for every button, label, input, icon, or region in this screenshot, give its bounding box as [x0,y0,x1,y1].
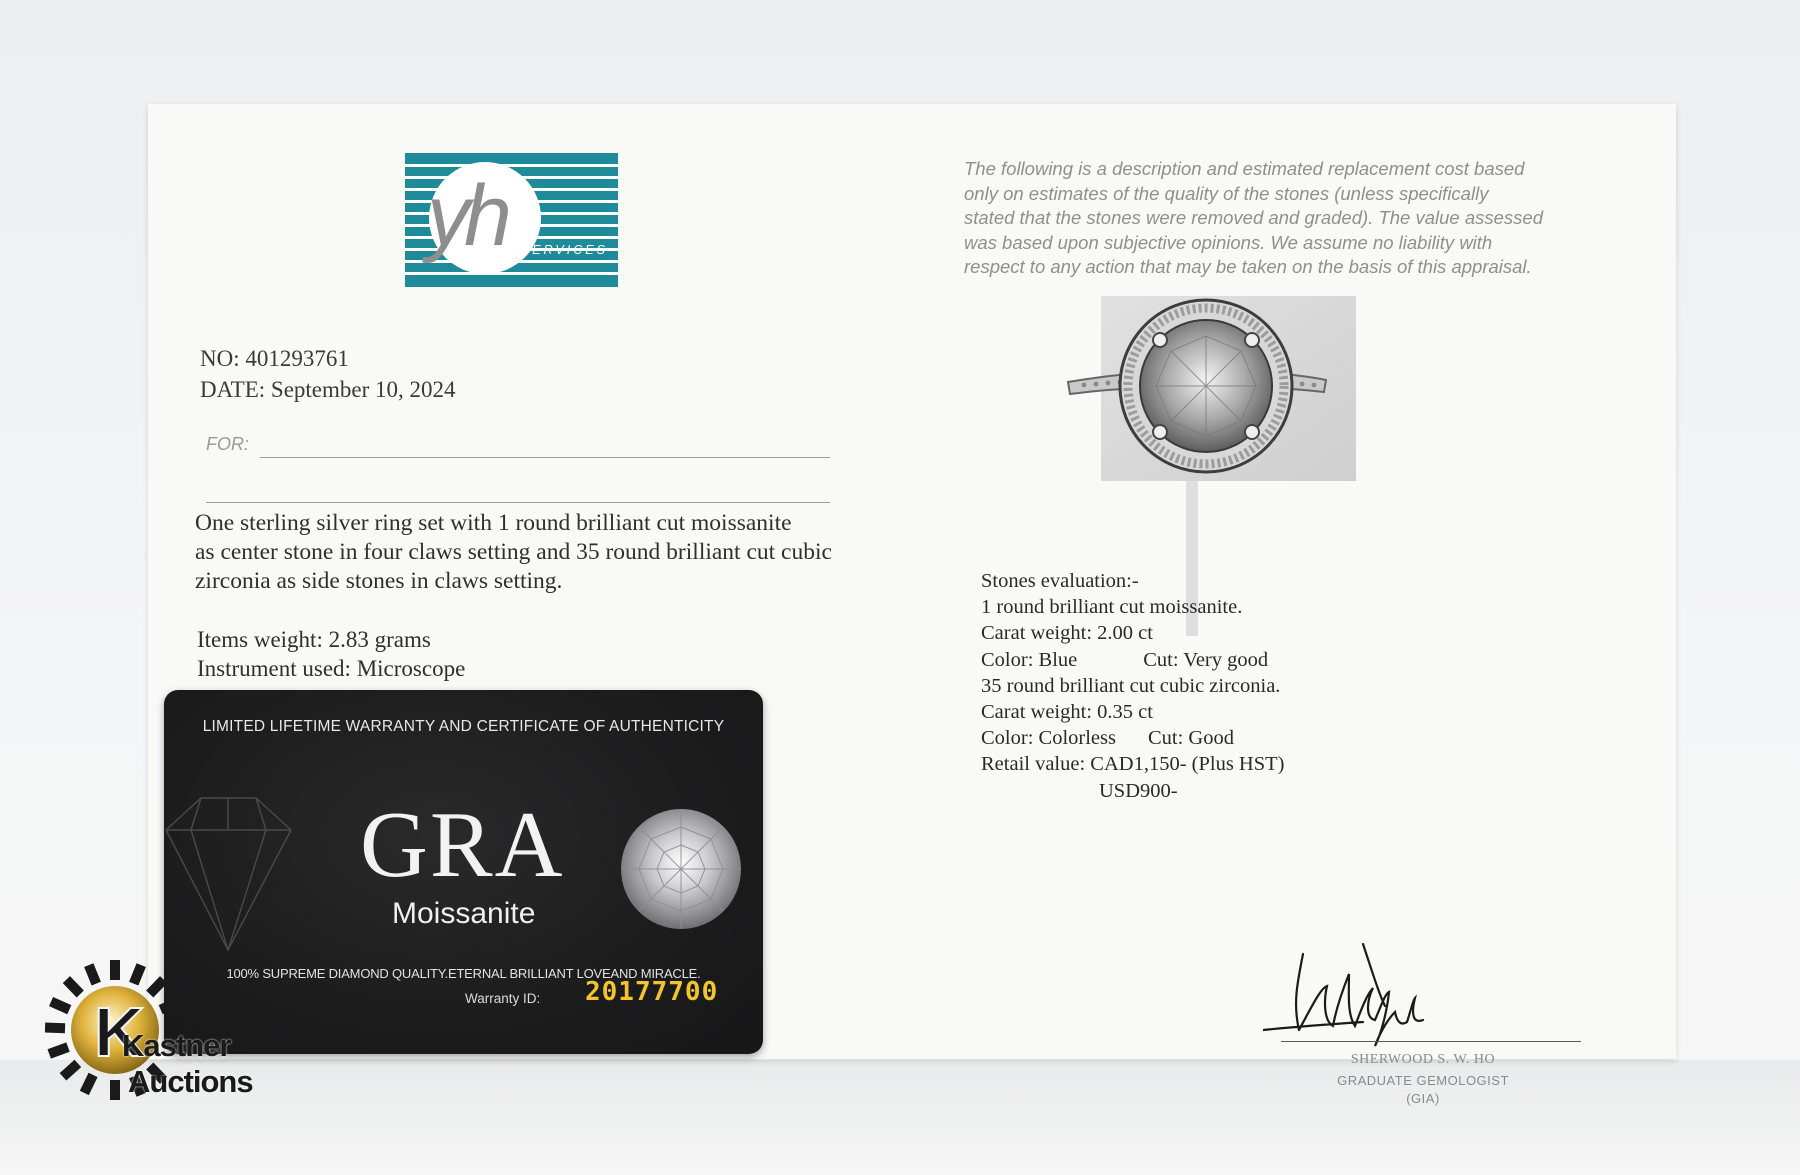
disclaimer-line: respect to any action that may be taken on the basis of this appraisal. [964,256,1532,277]
warranty-id-label: Warranty ID: [465,991,541,1006]
signature-block [1273,839,1673,1106]
moissanite-label: Moissanite [392,897,536,930]
side-grade [981,725,1285,751]
warranty-header: LIMITED LIFETIME WARRANTY AND CERTIFICATE OF AUTHENTICITY [202,718,725,735]
for-line-2 [206,502,830,503]
disclaimer-line: The following is a description and estimated replacement cost based [964,158,1525,179]
appraisal-disclaimer [964,157,1614,280]
disclaimer-line: only on estimates of the quality of the stones (unless specifically [964,182,1489,204]
side-color: Color: Colorless [981,727,1116,750]
signatory-credential: (GIA) [1406,1091,1440,1106]
center-cut: Cut: Very good [1143,648,1269,671]
stones-evaluation [981,568,1285,804]
moissanite-gem-icon [619,807,743,931]
disclaimer-line: was based upon subjective opinions. We assume no liability with [964,231,1493,253]
signature-line [1281,1041,1581,1042]
usd-value: USD900- [1099,779,1178,802]
instrument-used: Instrument used: Microscope [197,656,466,681]
item-weights [197,625,465,683]
description-line: zirconia as side stones in claws setting. [195,568,563,594]
center-stone: 1 round brilliant cut moissanite. [981,596,1243,619]
certificate-meta [200,343,456,405]
disclaimer-line: stated that the stones were removed and graded). The value assessed [964,207,1543,228]
svg-text:yh: yh [427,168,506,264]
gra-brand: GRA [360,793,565,897]
kastner-text: Kastner [122,1028,231,1063]
stones-heading: Stones evaluation:- [981,570,1139,592]
retail-value: Retail value: CAD1,150- (Plus HST) [981,753,1285,776]
signatory-title: GRADUATE GEMOLOGIST [1337,1073,1509,1088]
certificate-date: DATE: September 10, 2024 [200,377,456,402]
side-stones: 35 round brilliant cut cubic zirconia. [981,674,1281,697]
certificate-number: NO: 401293761 [200,346,349,371]
description-line: as center stone in four claws setting and 35 round brilliant cut cubic [195,539,832,565]
center-carat: Carat weight: 2.00 ct [981,622,1153,645]
description-line: One sterling silver ring set with 1 round brilliant cut moissanite [195,510,792,536]
for-line [260,457,830,458]
signatory-name: SHERWOOD S. W. HO [1350,1052,1496,1067]
handwritten-signature [1263,934,1563,1054]
side-carat: Carat weight: 0.35 ct [981,701,1153,724]
svg-text:K: K [94,993,145,1071]
kastner-auctions-watermark [36,958,258,1108]
item-description [195,509,832,596]
for-label: FOR: [206,434,249,454]
svg-text:GEM SERVICES: GEM SERVICES [477,243,608,257]
warranty-id: 20177700 [585,977,719,1007]
yh-gem-services-logo [405,153,618,287]
center-grade [981,647,1285,673]
items-weight: Items weight: 2.83 grams [197,627,431,652]
auctions-text: Auctions [128,1064,253,1099]
side-cut: Cut: Good [1147,727,1234,750]
diamond-outline-icon [164,790,301,960]
center-color: Color: Blue [981,648,1078,671]
warranty-tagline: 100% SUPREME DIAMOND QUALITY.ETERNAL BRILLIANT LOVEAND MIRACLE. [226,966,701,981]
